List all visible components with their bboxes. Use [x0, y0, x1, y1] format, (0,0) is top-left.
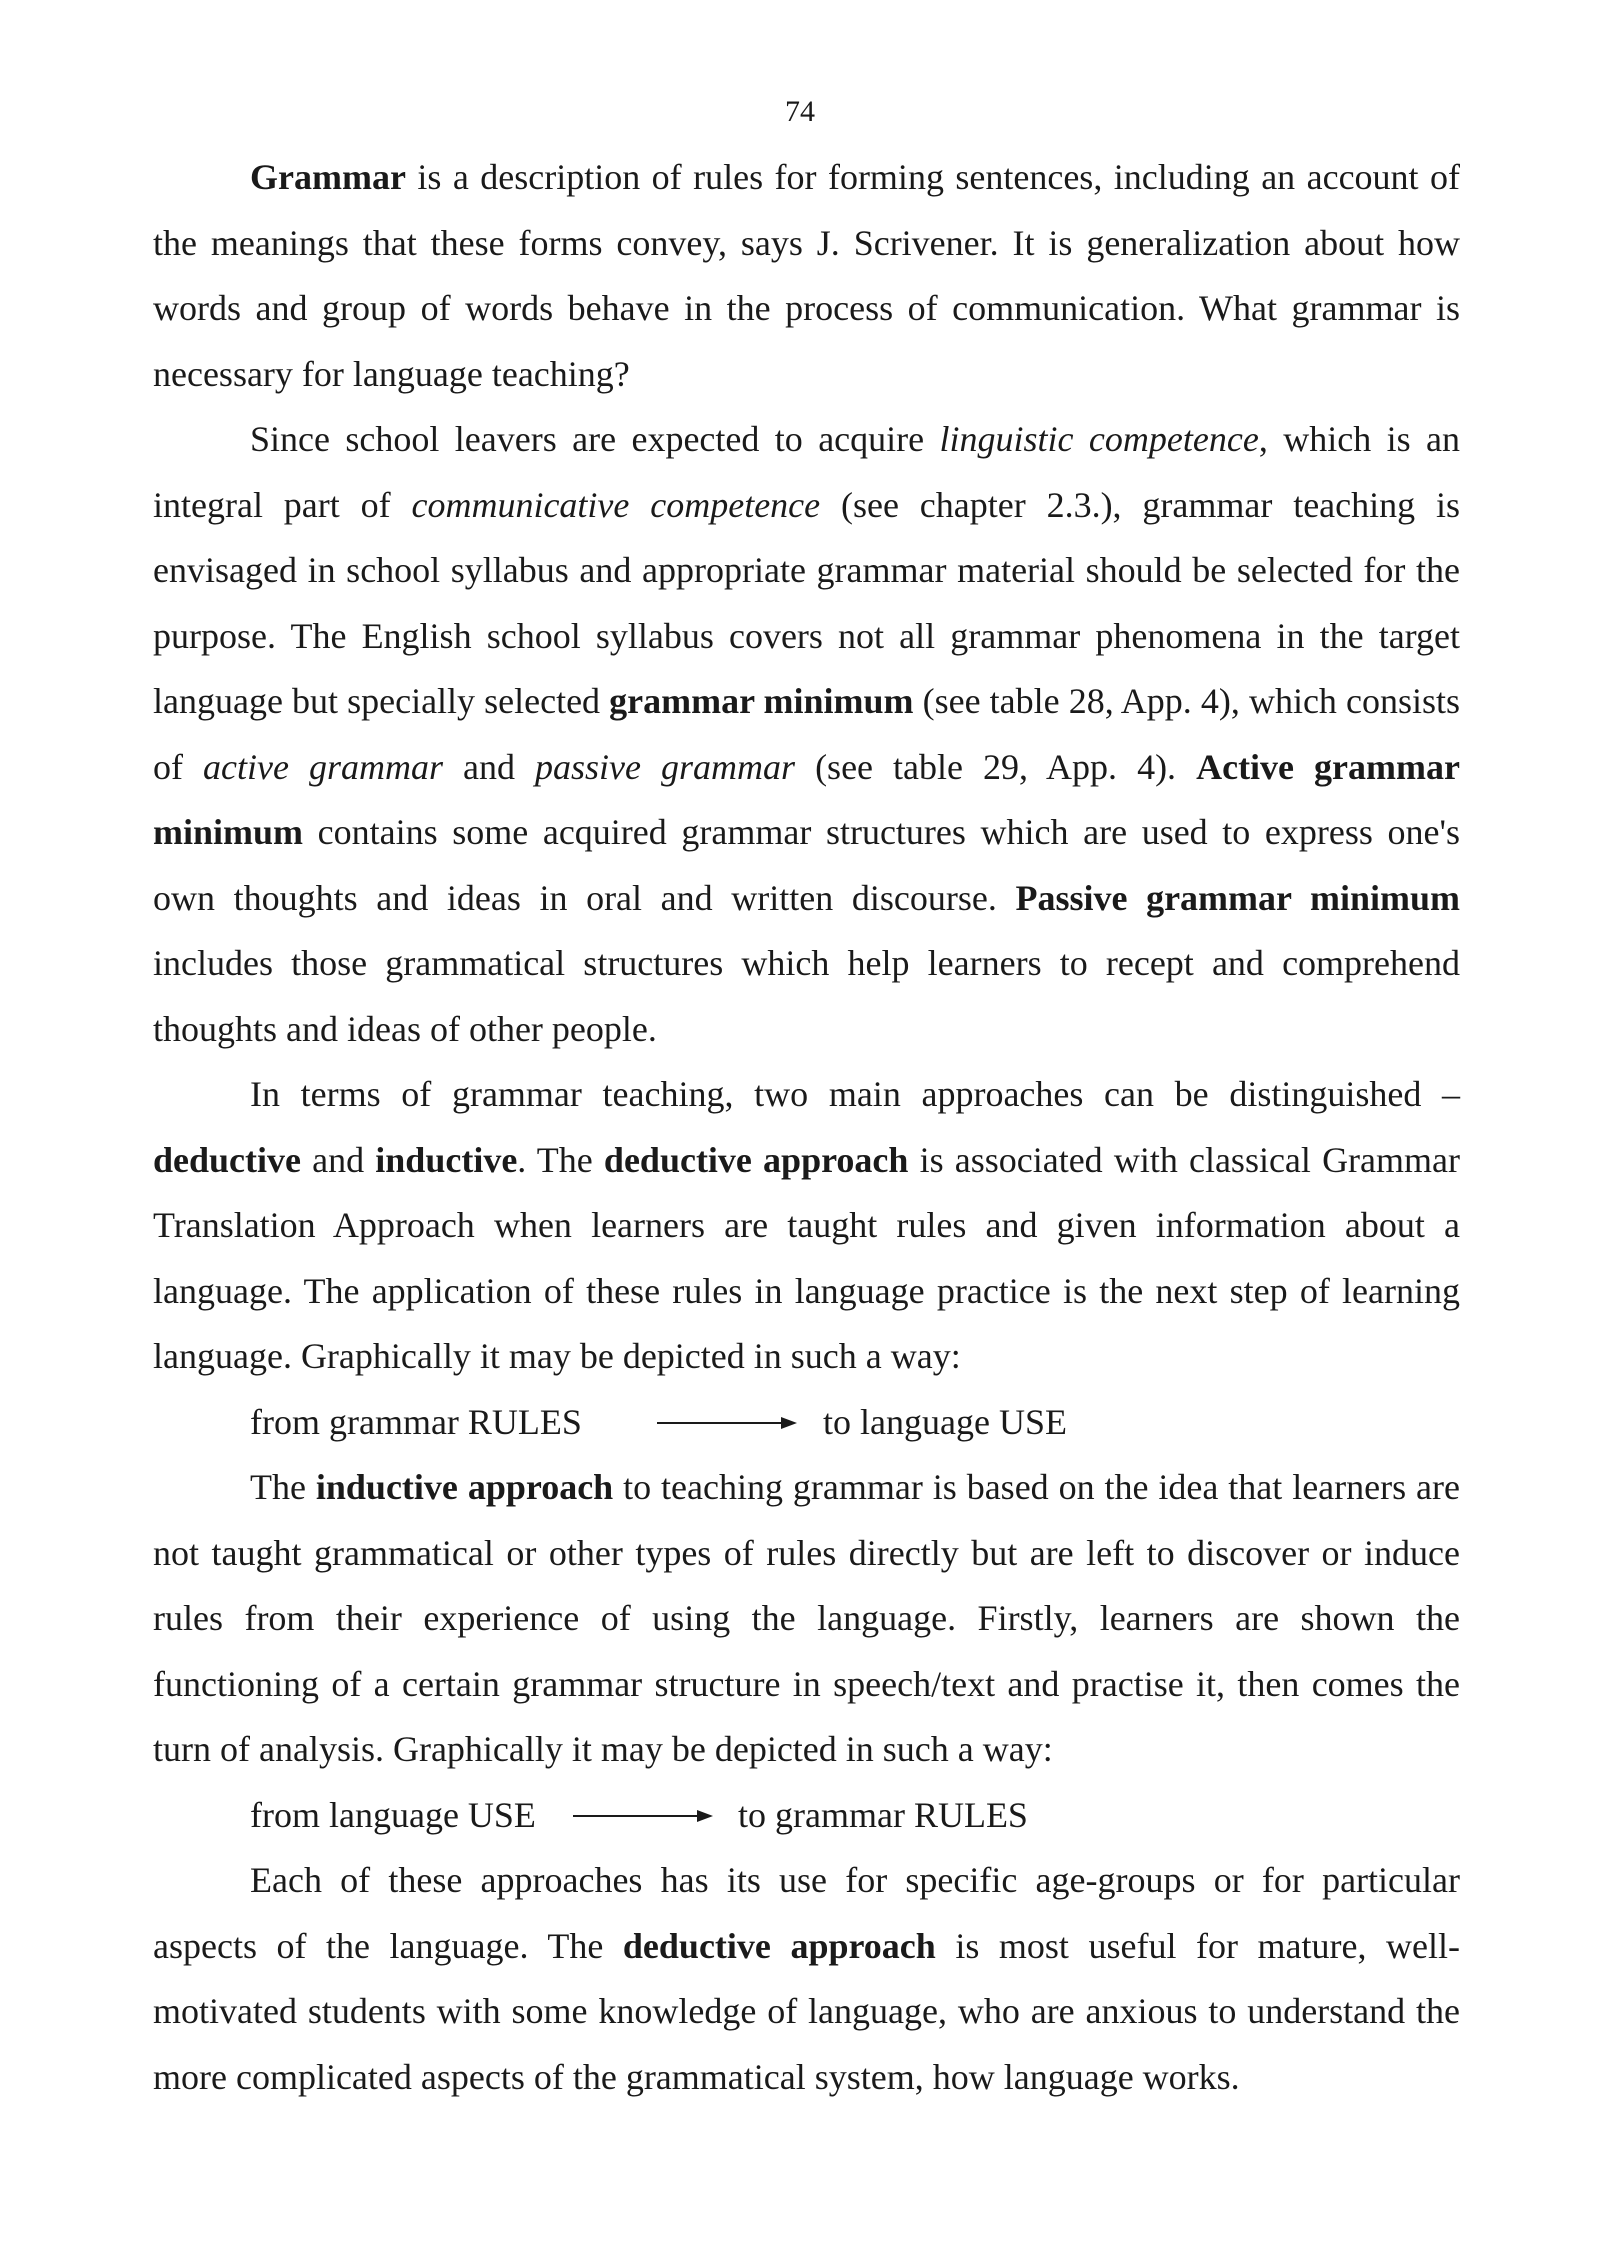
paragraph-grammar-minimum	[153, 407, 1460, 1062]
text-run: (see chapter 2.3.), grammar teaching is envisaged in school syllabus and appropriate grammar material should be selected for the purpose. The English school syllabus covers not all grammar phenomena in the target language but specially selected	[153, 484, 1460, 721]
text-run: is most useful for mature, well-motivated students with some knowledge of language, who are anxious to understand the more complicated aspects of the grammatical system, how language works.	[153, 1925, 1460, 2097]
paragraph-inductive-approach	[153, 1455, 1460, 1783]
term-passive-grammar: passive grammar	[535, 746, 796, 787]
term-passive-grammar-minimum: Passive grammar minimum	[1015, 877, 1460, 918]
term-linguistic-competence: linguistic competence	[939, 419, 1259, 459]
scheme-from-label: from grammar RULES	[250, 1401, 582, 1442]
text-run: In terms of grammar teaching, two main approaches can be distinguished –	[250, 1074, 1460, 1114]
text-run: contains some acquired grammar structures which are used to express one's own thoughts and ideas in oral and written discourse.	[153, 812, 1460, 918]
text-run: Since school leavers are expected to acquire	[250, 419, 940, 459]
term-deductive-approach: deductive approach	[603, 1139, 909, 1180]
text-run: The	[250, 1467, 316, 1507]
inductive-scheme	[153, 1783, 1460, 1849]
text-run: (see table 28, App. 4), which consists of	[153, 681, 1461, 787]
term-inductive: inductive	[375, 1139, 518, 1180]
scheme-to-label: to language USE	[823, 1401, 1067, 1442]
body-text	[153, 145, 1460, 2110]
term-active-grammar: active grammar	[203, 746, 443, 787]
text-run: , which is an integral part of	[153, 419, 1461, 525]
right-arrow-icon	[657, 1413, 797, 1433]
paragraph-grammar-definition	[153, 145, 1460, 407]
text-run: and	[301, 1139, 376, 1180]
text-run: (see table 29, App. 4).	[795, 746, 1197, 787]
paragraph-approaches	[153, 1062, 1460, 1390]
scheme-to-label: to grammar RULES	[738, 1794, 1028, 1835]
term-active-grammar-minimum: Active grammar minimum	[153, 746, 1460, 852]
term-grammar: Grammar	[250, 157, 406, 197]
text-run: is a description of rules for forming sentences, including an account of the meanings that these forms convey, says J. Scrivener. It is generalization about how words and group of words behave in the process of communication. What grammar is necessary for language teaching?	[153, 157, 1460, 394]
scheme-from-label: from language USE	[250, 1794, 536, 1835]
text-run: and	[443, 746, 536, 787]
text-run: is associated with classical Grammar Translation Approach when learners are taught rules and given information about a language. The application of these rules in language practice is the next step of learning language. Graphically it may be depicted in such a way:	[153, 1139, 1460, 1376]
text-run: Each of these approaches has its use for specific age-groups or for particular aspects of the language. The	[153, 1860, 1460, 1966]
text-run: includes those grammatical structures which help learners to recept and comprehend thoughts and ideas of other people.	[153, 943, 1460, 1049]
term-communicative-competence: communicative competence	[411, 484, 821, 525]
term-deductive-approach: deductive approach	[622, 1925, 936, 1966]
term-grammar-minimum: grammar minimum	[609, 681, 914, 721]
right-arrow-icon	[573, 1806, 713, 1826]
text-run: . The	[517, 1139, 604, 1180]
text-run: to teaching grammar is based on the idea that learners are not taught grammatical or other types of rules directly but are left to discover or induce rules from their experience of using the language. Firstly, learners are shown the functioning of a certain grammar structure in speech/text and practise it, then comes the turn of analysis. Graphically it may be depicted in such a way:	[153, 1467, 1460, 1769]
term-inductive-approach: inductive approach	[315, 1467, 614, 1507]
page-number: 74	[785, 95, 815, 128]
paragraph-approach-usage	[153, 1848, 1460, 2110]
term-deductive: deductive	[153, 1139, 301, 1180]
deductive-scheme	[153, 1390, 1460, 1456]
